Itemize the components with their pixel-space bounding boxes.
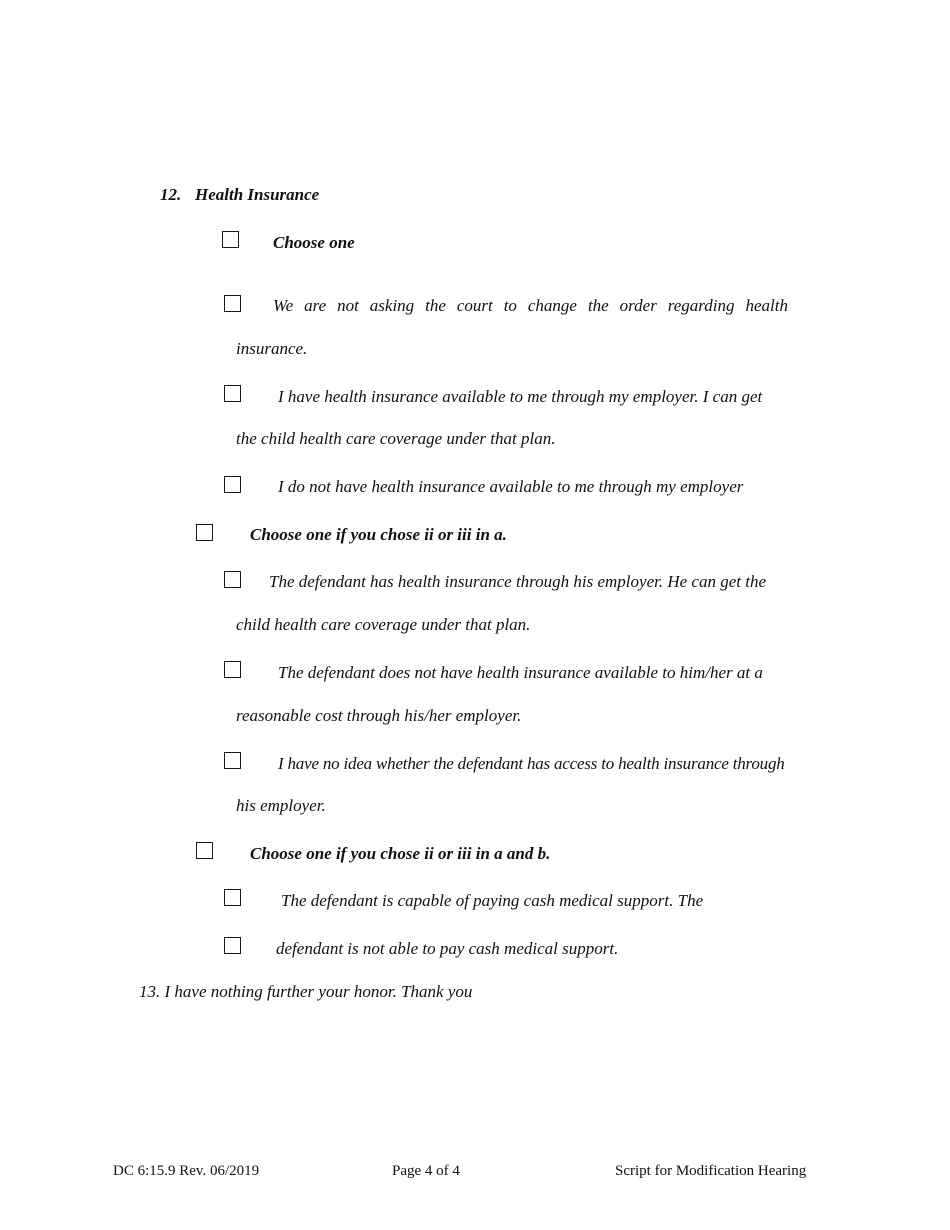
- footer-page-number: Page 4 of 4: [392, 1163, 460, 1179]
- option-no-idea-line1: I have no idea whether the defendant has access to health insurance through: [278, 754, 785, 773]
- footer-document-title: Script for Modification Hearing: [615, 1163, 807, 1179]
- group-a-heading: Choose one: [273, 233, 355, 252]
- option-no-insurance-checkbox[interactable]: [224, 476, 241, 493]
- option-have-insurance-checkbox[interactable]: [224, 385, 241, 402]
- item-13-text: 13. I have nothing further your honor. Thank you: [139, 982, 473, 1001]
- option-defendant-no-insurance-line1: The defendant does not have health insurance available to him/her at a: [278, 663, 763, 682]
- option-no-idea-checkbox[interactable]: [224, 752, 241, 769]
- option-defendant-no-insurance-line2: reasonable cost through his/her employer.: [236, 706, 522, 725]
- option-have-insurance-line1: I have health insurance available to me through my employer. I can get: [278, 387, 763, 406]
- section-12-title: Health Insurance: [195, 185, 320, 204]
- option-not-able-paying-line1: defendant is not able to pay cash medical support.: [276, 939, 619, 958]
- choose-one-b-checkbox[interactable]: [196, 524, 213, 541]
- option-defendant-has-insurance-line2: child health care coverage under that plan.: [236, 615, 531, 634]
- option-capable-paying-line1: The defendant is capable of paying cash medical support. The: [281, 891, 704, 910]
- option-not-asking-line1: We are not asking the court to change the order regarding health: [273, 296, 788, 315]
- option-no-idea-line2: his employer.: [236, 796, 326, 815]
- section-12-number: 12.: [160, 185, 182, 204]
- footer-form-code: DC 6:15.9 Rev. 06/2019: [113, 1163, 260, 1179]
- choose-one-c-checkbox[interactable]: [196, 842, 213, 859]
- option-defendant-has-insurance-line1: The defendant has health insurance through his employer. He can get the: [269, 572, 767, 591]
- option-defendant-has-insurance-checkbox[interactable]: [224, 571, 241, 588]
- option-defendant-no-insurance-checkbox[interactable]: [224, 661, 241, 678]
- group-c-heading: Choose one if you chose ii or iii in a and b.: [250, 844, 551, 863]
- option-have-insurance-line2: the child health care coverage under that plan.: [236, 429, 556, 448]
- choose-one-checkbox[interactable]: [222, 231, 239, 248]
- group-b-heading: Choose one if you chose ii or iii in a.: [250, 525, 507, 544]
- option-not-able-paying-checkbox[interactable]: [224, 937, 241, 954]
- option-not-asking-checkbox[interactable]: [224, 295, 241, 312]
- option-capable-paying-checkbox[interactable]: [224, 889, 241, 906]
- option-not-asking-line2: insurance.: [236, 339, 308, 358]
- option-no-insurance-line1: I do not have health insurance available to me through my employer: [278, 477, 744, 496]
